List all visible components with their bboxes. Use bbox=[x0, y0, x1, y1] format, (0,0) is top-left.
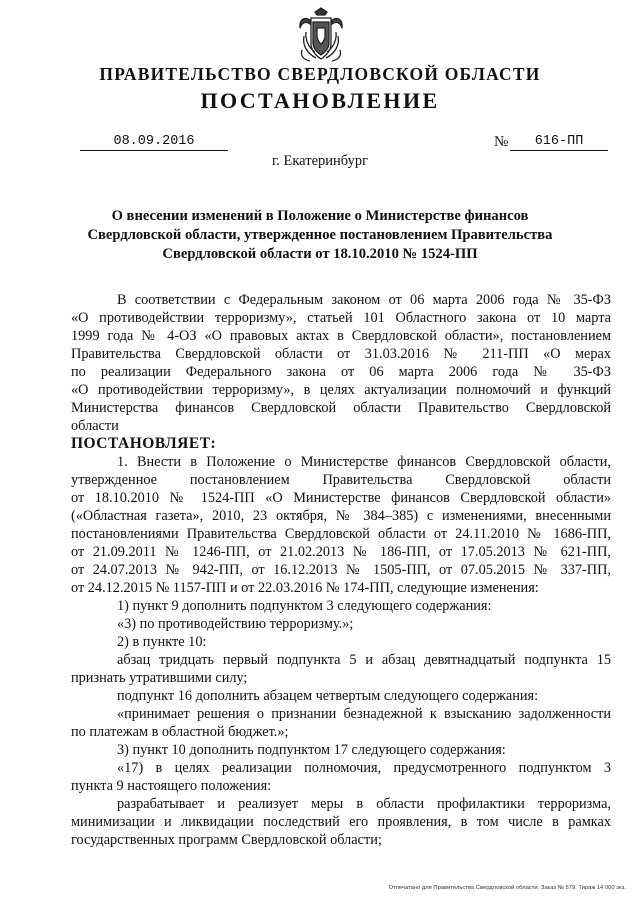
change-paragraph bbox=[71, 633, 611, 651]
change-paragraph bbox=[71, 759, 611, 795]
city: г. Екатеринбург bbox=[271, 153, 369, 169]
body-line: «17) в целях реализации полномочия, предусмотренного подпунктом 3 bbox=[117, 760, 611, 776]
body-line: признать утратившими силу; bbox=[71, 670, 248, 686]
number-label: № bbox=[494, 134, 509, 150]
body-line: от 21.09.2011 № 1246-ПП, от 21.02.2013 № 186-ПП, от 17.05.2013 № 621-ПП, bbox=[71, 544, 611, 560]
decree-number: 616-ПП bbox=[510, 134, 608, 151]
decree-date: 08.09.2016 bbox=[80, 134, 228, 151]
body-line: «3) по противодействию терроризму.»; bbox=[117, 616, 354, 632]
change-paragraph bbox=[71, 687, 611, 705]
body-line: абзац тридцать первый подпункта 5 и абзац девятнадцатый подпункта 15 bbox=[117, 652, 611, 668]
change-paragraph bbox=[71, 741, 611, 759]
body-line: минимизации и ликвидации последствий его проявления, в том числе в рамках bbox=[71, 814, 611, 830]
print-footer: Отпечатано для Правительства Свердловской области. Заказ № 579. Тираж 14 000 экз. bbox=[388, 885, 626, 891]
resolves-heading: ПОСТАНОВЛЯЕТ: bbox=[71, 435, 217, 452]
body-line: 1. Внести в Положение о Министерстве финансов Свердловской области, bbox=[117, 454, 611, 470]
body-line: «принимает решения о признании безнадежной к взысканию задолженности bbox=[117, 706, 611, 722]
document-type: ПОСТАНОВЛЕНИЕ bbox=[200, 88, 440, 113]
body-line: постановлениями Правительства Свердловской области от 24.11.2010 № 1686-ПП, bbox=[71, 526, 611, 542]
body-line: 1) пункт 9 дополнить подпунктом 3 следующего содержания: bbox=[117, 598, 492, 614]
body-line: В соответствии с Федеральным законом от 06 марта 2006 года № 35-ФЗ bbox=[117, 292, 611, 308]
body-line: утвержденное постановлением Правительства Свердловской области bbox=[71, 472, 611, 488]
body-line: 3) пункт 10 дополнить подпунктом 17 следующего содержания: bbox=[117, 742, 506, 758]
body-line: по платежам в областной бюджет.»; bbox=[71, 724, 289, 740]
government-name: ПРАВИТЕЛЬСТВО СВЕРДЛОВСКОЙ ОБЛАСТИ bbox=[99, 64, 541, 84]
change-paragraph bbox=[71, 651, 611, 687]
body-line: от 18.10.2010 № 1524-ПП «О Министерстве финансов Свердловской области» bbox=[71, 490, 611, 506]
body-line: области bbox=[71, 418, 119, 434]
body-line: «О противодействии терроризму», в целях актуализации полномочий и функций bbox=[71, 382, 611, 398]
change-paragraph bbox=[71, 615, 611, 633]
document-title bbox=[70, 207, 570, 264]
body-line: пункта 9 настоящего положения: bbox=[71, 778, 272, 794]
body-line: («Областная газета», 2010, 23 октября, № 384–385) с изменениями, внесенными bbox=[71, 508, 611, 524]
body-line: государственных программ Свердловской области; bbox=[71, 832, 382, 848]
body-line: разрабатывает и реализует меры в области профилактики терроризма, bbox=[117, 796, 611, 812]
body-line: Правительства Свердловской области от 31.03.2016 № 211-ПП «О мерах bbox=[71, 346, 611, 362]
change-paragraph bbox=[71, 705, 611, 741]
document-body bbox=[71, 291, 611, 849]
change-paragraph bbox=[71, 795, 611, 849]
body-line: от 24.07.2013 № 942-ПП, от 16.12.2013 № 1505-ПП, от 07.05.2015 № 337-ПП, bbox=[71, 562, 611, 578]
body-line: по реализации Федерального закона от 06 марта 2006 года № 35-ФЗ bbox=[71, 364, 611, 380]
body-line: «О противодействии терроризму», статьей 101 Областного закона от 10 марта bbox=[71, 310, 611, 326]
item-1 bbox=[71, 453, 611, 597]
change-paragraph bbox=[71, 597, 611, 615]
body-line: 2) в пункте 10: bbox=[117, 634, 207, 650]
title-line: Свердловской области от 18.10.2010 № 1524-ПП bbox=[162, 246, 478, 262]
body-line: подпункт 16 дополнить абзацем четвертым следующего содержания: bbox=[117, 688, 539, 704]
body-line: 1999 года № 4-ОЗ «О правовых актах в Свердловской области», постановлением bbox=[71, 328, 611, 344]
body-line: от 24.12.2015 № 1157-ПП и от 22.03.2016 № 174-ПП, следующие изменения: bbox=[71, 580, 539, 596]
title-line: Свердловской области, утвержденное постановлением Правительства bbox=[87, 227, 553, 243]
body-line: Министерства финансов Свердловской области Правительство Свердловской bbox=[71, 400, 611, 416]
title-line: О внесении изменений в Положение о Министерстве финансов bbox=[111, 208, 529, 224]
changes-list bbox=[71, 597, 611, 849]
preamble bbox=[71, 291, 611, 435]
coat-of-arms-icon bbox=[296, 6, 346, 64]
